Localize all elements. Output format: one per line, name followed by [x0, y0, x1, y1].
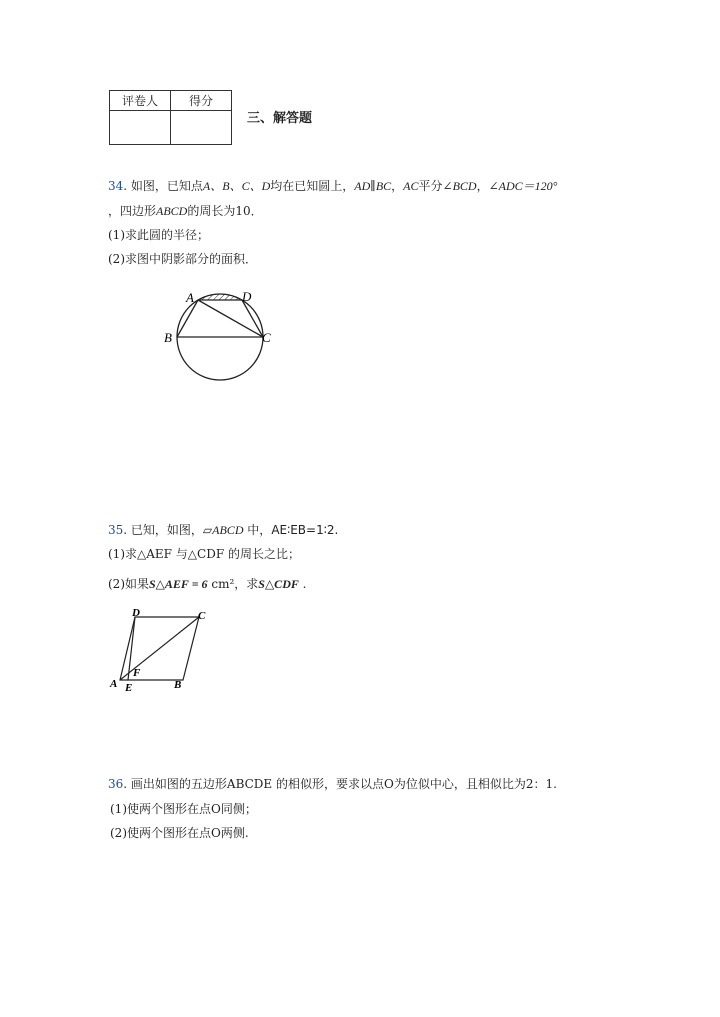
q34-line2: ，四边形ABCD的周长为10． [108, 204, 263, 218]
score-table [109, 90, 232, 145]
q36-sub1: (1)使两个图形在点O同侧； [110, 802, 257, 816]
label-b: B [174, 679, 182, 691]
q34-sub1: (1)求此圆的半径； [108, 228, 209, 242]
grader-cell[interactable] [110, 111, 171, 145]
segment-ac [198, 300, 263, 337]
label-d: D [132, 607, 140, 619]
q36-number: 36 [108, 777, 124, 791]
q34-number: 34 [108, 179, 124, 193]
score-cell[interactable] [171, 111, 232, 145]
q34-sub2: (2)求图中阴影部分的面积． [108, 252, 257, 266]
q35-line1: 35. 已知，如图，▱ABCD 中，AE∶EB=1∶2. [108, 523, 339, 537]
q35-sub2: (2)如果S△AEF = 6 cm²，求S△CDF . [108, 577, 307, 591]
label-e: E [125, 682, 133, 694]
label-f: F [133, 667, 141, 679]
label-a: A [186, 290, 194, 305]
segment-ab [177, 300, 198, 337]
q36-line1: 36. 画出如图的五边形ABCDE 的相似形，要求以点O为位似中心，且相似比为2：1. [108, 777, 557, 791]
score-header: 得分 [171, 91, 232, 111]
grader-header: 评卷人 [110, 91, 171, 111]
label-c: C [262, 330, 271, 345]
q34-line1: 34. 如图，已知点A、B、C、D均在已知圆上，AD∥BC，AC平分∠BCD，∠ADC＝120° [108, 179, 558, 193]
label-a: A [110, 678, 118, 690]
q35-figure [108, 605, 218, 695]
q35-sub1: (1)求△AEF 与△CDF 的周长之比； [108, 547, 300, 561]
q34-figure [160, 285, 280, 385]
q35-number: 35 [108, 523, 124, 537]
label-c: C [198, 610, 206, 622]
label-d: D [242, 289, 252, 304]
q36-sub2: (2)使两个图形在点O两侧. [110, 826, 249, 840]
section-title: 三、解答题 [247, 111, 313, 126]
label-b: B [164, 330, 172, 345]
